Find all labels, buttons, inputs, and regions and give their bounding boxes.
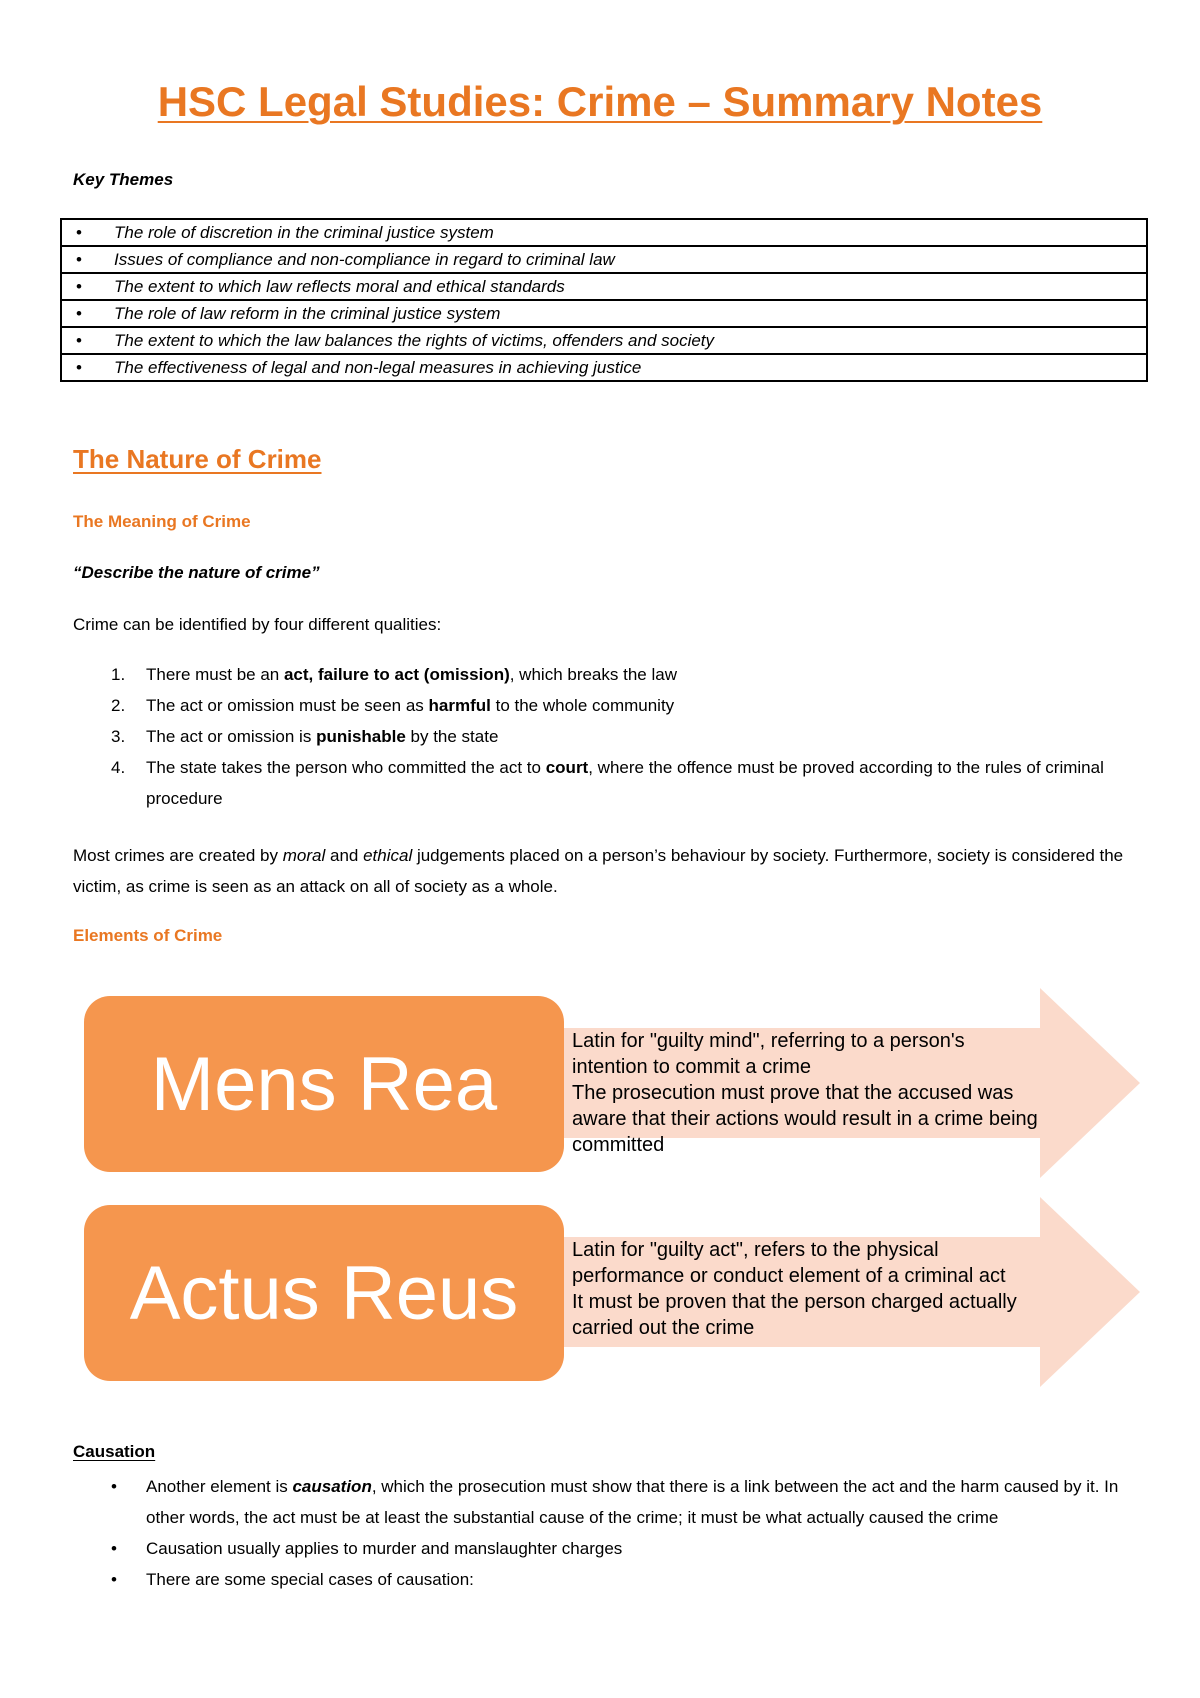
subheading-elements-of-crime: Elements of Crime xyxy=(73,926,223,945)
key-theme-cell xyxy=(61,300,1147,327)
list-item xyxy=(73,1533,1133,1564)
key-theme-text: The role of discretion in the criminal justice system xyxy=(114,223,494,242)
bullet-icon: • xyxy=(76,331,82,350)
bullet-icon: • xyxy=(111,1570,117,1589)
bullet-icon: • xyxy=(111,1477,117,1496)
actus-reus-label: Actus Reus xyxy=(129,1250,519,1336)
bullet-icon: • xyxy=(76,277,82,296)
quality-text: by the state xyxy=(405,727,499,746)
causation-text: There are some special cases of causation: xyxy=(146,1570,474,1589)
quality-text: The act or omission must be seen as xyxy=(146,696,429,715)
section-heading-nature-of-crime: The Nature of Crime xyxy=(73,444,322,474)
bullet-icon: • xyxy=(76,250,82,269)
crime-summary-paragraph xyxy=(73,840,1133,902)
causation-text: Causation usually applies to murder and manslaughter charges xyxy=(146,1539,623,1558)
bullet-icon: • xyxy=(76,358,82,377)
question-quote: “Describe the nature of crime” xyxy=(73,563,320,582)
quality-key-term: act, failure to act (omission) xyxy=(283,665,510,684)
quality-key-term: court xyxy=(545,758,589,777)
summary-term-moral: moral xyxy=(282,846,326,865)
key-theme-cell xyxy=(61,219,1147,246)
key-theme-text: Issues of compliance and non-compliance in regard to criminal law xyxy=(114,250,615,269)
key-theme-row xyxy=(61,300,1147,327)
qualities-intro: Crime can be identified by four different qualities: xyxy=(73,615,442,634)
list-number: 2. xyxy=(111,696,126,715)
key-theme-cell xyxy=(61,246,1147,273)
list-item xyxy=(73,1471,1133,1533)
quality-text: There must be an xyxy=(146,665,284,684)
key-theme-row xyxy=(61,273,1147,300)
actus-reus-definition: Latin for "guilty act", refers to the physical performance or conduct element of a criminal act xyxy=(572,1239,1006,1287)
quality-key-term: harmful xyxy=(428,696,491,715)
summary-text: judgements placed on a person’s behaviour by society. Furthermore, society is considered the victim, as crime is seen as an attack on all of society as a whole. xyxy=(73,846,1124,896)
key-theme-text: The effectiveness of legal and non-legal measures in achieving justice xyxy=(114,358,642,377)
quality-key-term: punishable xyxy=(316,727,406,746)
key-themes-label: Key Themes xyxy=(73,170,174,189)
mens-rea-diagram xyxy=(80,988,1140,1178)
list-item xyxy=(73,1564,1133,1595)
mens-rea-label: Mens Rea xyxy=(150,1041,498,1127)
key-theme-row xyxy=(61,354,1147,381)
qualities-list xyxy=(73,659,1133,814)
key-theme-cell xyxy=(61,354,1147,381)
actus-reus-requirement: It must be proven that the person charged actually carried out the crime xyxy=(572,1291,1017,1339)
list-item xyxy=(73,690,1133,721)
causation-heading: Causation xyxy=(73,1442,156,1461)
bullet-icon: • xyxy=(111,1539,117,1558)
key-theme-text: The extent to which law reflects moral and ethical standards xyxy=(114,277,565,296)
list-number: 4. xyxy=(111,758,126,777)
list-number: 3. xyxy=(111,727,126,746)
list-item xyxy=(73,721,1133,752)
list-item xyxy=(73,752,1133,814)
bullet-icon: • xyxy=(76,304,82,323)
quality-text: , where the offence must be proved according to the rules of criminal procedure xyxy=(146,758,1104,808)
causation-list xyxy=(73,1471,1133,1595)
causation-text: , which the prosecution must show that there is a link between the act and the harm caused by it. In other words, the act must be at least the substantial cause of the crime; it must be what actually caused the crime xyxy=(146,1477,1119,1527)
key-themes-table xyxy=(60,218,1148,382)
actus-reus-diagram xyxy=(80,1197,1140,1387)
causation-text: Another element is xyxy=(146,1477,293,1496)
actus-reus-description xyxy=(572,1237,1042,1341)
key-theme-row xyxy=(61,327,1147,354)
key-theme-text: The extent to which the law balances the rights of victims, offenders and society xyxy=(114,331,715,350)
mens-rea-label-box xyxy=(84,996,564,1172)
summary-term-ethical: ethical xyxy=(363,846,413,865)
mens-rea-requirement: The prosecution must prove that the accused was aware that their actions would result in a crime being committed xyxy=(572,1082,1038,1156)
key-theme-text: The role of law reform in the criminal justice system xyxy=(114,304,501,323)
key-theme-row xyxy=(61,219,1147,246)
quality-text: The state takes the person who committed the act to xyxy=(146,758,546,777)
mens-rea-definition: Latin for "guilty mind", referring to a person's intention to commit a crime xyxy=(572,1030,965,1078)
list-number: 1. xyxy=(111,665,126,684)
quality-text: to the whole community xyxy=(490,696,675,715)
quality-text: , which breaks the law xyxy=(509,665,677,684)
actus-reus-label-box xyxy=(84,1205,564,1381)
causation-key-term: causation xyxy=(292,1477,372,1496)
key-theme-row xyxy=(61,246,1147,273)
summary-text: and xyxy=(325,846,364,865)
quality-text: The act or omission is xyxy=(146,727,317,746)
key-theme-cell xyxy=(61,273,1147,300)
subheading-meaning-of-crime: The Meaning of Crime xyxy=(73,512,251,531)
mens-rea-description xyxy=(572,1028,1042,1158)
document-title: HSC Legal Studies: Crime – Summary Notes xyxy=(157,78,1043,125)
bullet-icon: • xyxy=(76,223,82,242)
key-theme-cell xyxy=(61,327,1147,354)
list-item xyxy=(73,659,1133,690)
summary-text: Most crimes are created by xyxy=(73,846,283,865)
